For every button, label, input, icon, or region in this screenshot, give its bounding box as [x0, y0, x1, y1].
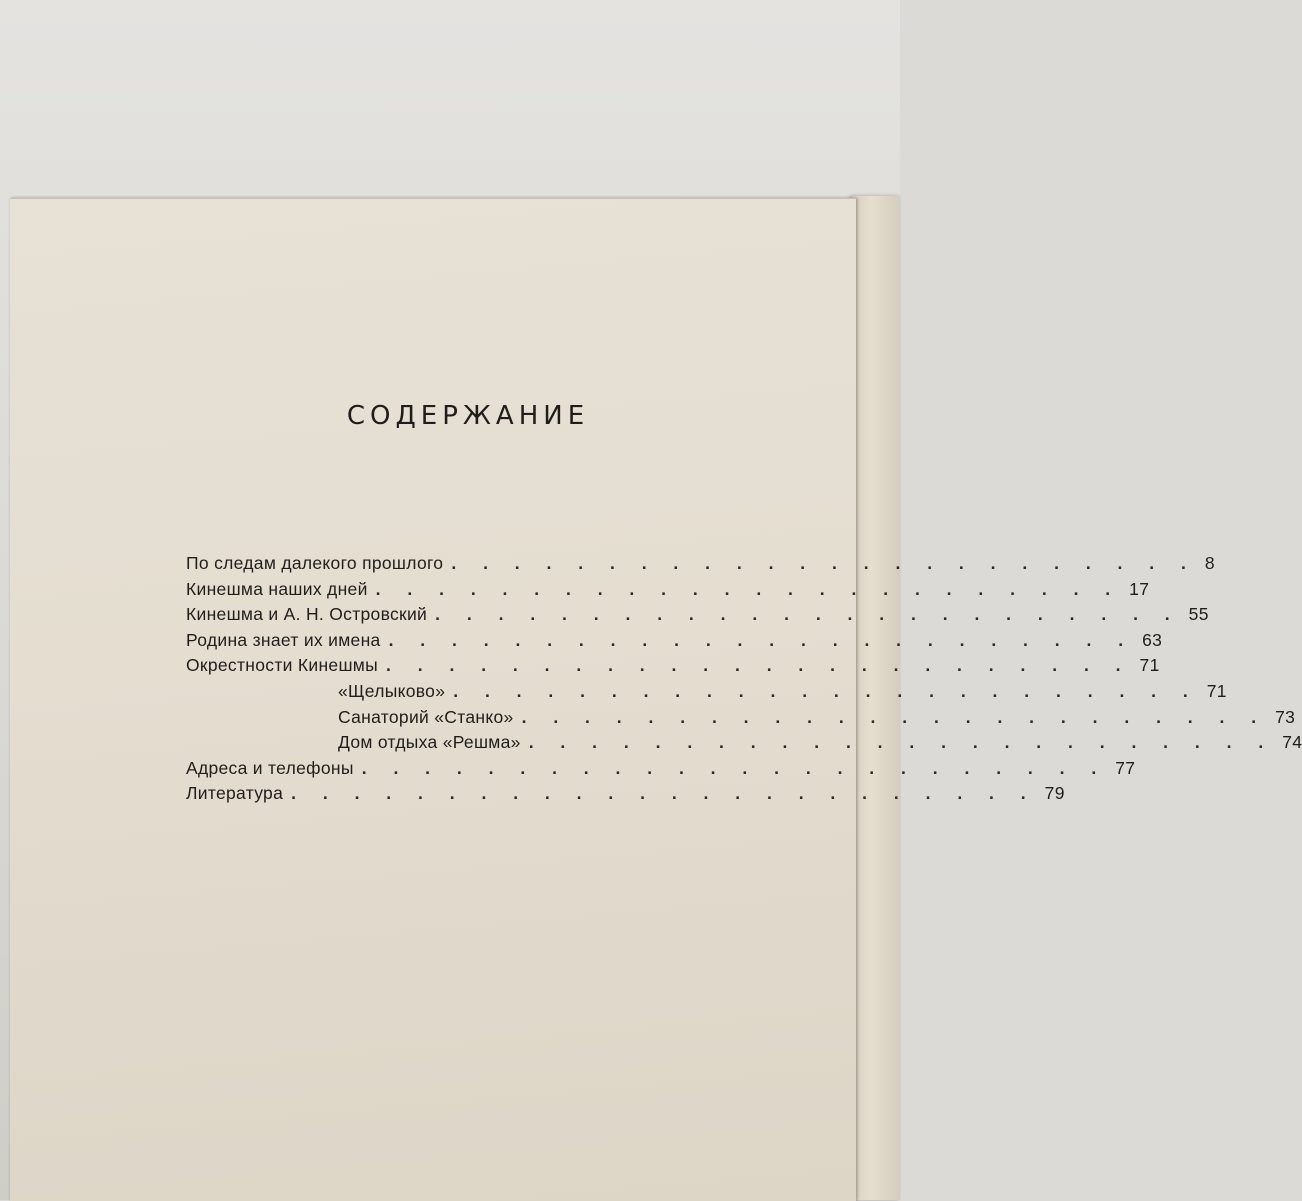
- toc-entry: [186, 553, 1215, 579]
- toc-entry: [186, 783, 1065, 809]
- toc-entry-page: 63: [1142, 629, 1163, 650]
- toc-entry-title: Дом отдыха «Решма»: [338, 732, 521, 753]
- dot-leader: . . . . . . . . . . . . . . . . . . . . . . . .: [451, 553, 1197, 573]
- dot-leader: . . . . . . . . . . . . . . . . . . . . . . . .: [435, 604, 1181, 625]
- toc-entry-title: Адреса и телефоны: [186, 757, 354, 778]
- toc-entry-title: Родина знает их имена: [186, 629, 381, 650]
- table-of-contents: [186, 553, 1302, 809]
- toc-entry-title: Литература: [186, 783, 284, 804]
- dot-leader: . . . . . . . . . . . . . . . . . . . . . . . .: [291, 783, 1037, 804]
- toc-entry-page: 55: [1188, 604, 1209, 625]
- dot-leader: . . . . . . . . . . . . . . . . . . . . . . . .: [375, 578, 1122, 599]
- toc-entry-page: 74: [1282, 732, 1302, 753]
- dot-leader: . . . . . . . . . . . . . . . . . . . . . . . .: [388, 629, 1135, 650]
- book-page: [10, 198, 1302, 1201]
- toc-subentry: [186, 706, 1296, 733]
- dot-leader: . . . . . . . . . . . . . . . . . . . . . . . .: [361, 757, 1108, 778]
- toc-entry-title: Кинешма и А. Н. Островский: [186, 604, 428, 625]
- toc-entry: [186, 578, 1150, 605]
- page-title: СОДЕРЖАНИЕ: [346, 401, 590, 431]
- toc-entry-page: 71: [1139, 655, 1160, 676]
- dot-leader: . . . . . . . . . . . . . . . . . . . . . . . .: [528, 732, 1275, 753]
- toc-entry-page: 17: [1129, 578, 1150, 599]
- toc-entry-page: 8: [1204, 553, 1215, 573]
- toc-entry-page: 79: [1044, 783, 1065, 804]
- toc-entry-title: По следам далекого прошлого: [186, 553, 444, 573]
- toc-subentry: [186, 680, 1227, 707]
- dot-leader: . . . . . . . . . . . . . . . . . . . . . . . .: [521, 706, 1268, 727]
- toc-entry: [186, 629, 1163, 656]
- toc-entry: [186, 757, 1136, 784]
- toc-entry: [186, 655, 1160, 681]
- dot-leader: . . . . . . . . . . . . . . . . . . . . . . . .: [453, 680, 1199, 701]
- toc-entry-title: Санаторий «Станко»: [338, 706, 514, 727]
- toc-entry-title: Кинешма наших дней: [186, 578, 368, 599]
- toc-entry-page: 77: [1115, 757, 1136, 778]
- toc-subentry: [186, 732, 1302, 758]
- toc-entry: [186, 604, 1209, 630]
- toc-entry-page: 71: [1206, 680, 1227, 701]
- dot-leader: . . . . . . . . . . . . . . . . . . . . . . . .: [386, 655, 1132, 676]
- toc-entry-title: Окрестности Кинешмы: [186, 655, 379, 676]
- toc-entry-page: 73: [1275, 706, 1296, 727]
- toc-entry-title: «Щелыково»: [338, 680, 446, 701]
